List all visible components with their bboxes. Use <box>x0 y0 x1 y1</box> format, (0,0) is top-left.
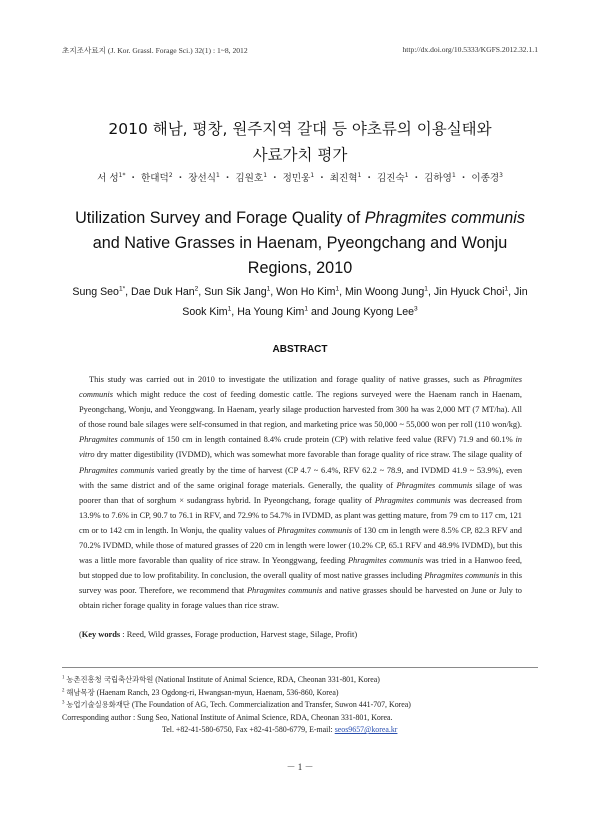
contact-text: Tel. +82-41-580-6750, Fax +82-41-580-6779, E-mail: <box>162 725 335 734</box>
doi-link[interactable]: http://dx.doi.org/10.5333/KGFS.2012.32.1.1 <box>402 45 538 54</box>
author-separator: , <box>339 286 345 298</box>
english-title-line3: Regions, 2010 <box>247 259 353 277</box>
author-en: Jin Hyuck Choi <box>433 286 505 298</box>
affiliation-marker: 1 <box>404 171 409 179</box>
keywords <box>79 627 522 642</box>
korean-title-line1: 2010 해남, 평창, 원주지역 갈대 등 야초류의 이용실태와 <box>108 120 492 138</box>
species-name: Phragmites communis <box>79 465 155 475</box>
author-separator: , <box>231 306 238 318</box>
affiliation-marker: 3 <box>414 305 418 313</box>
email-link[interactable]: seos9657@korea.kr <box>334 725 398 734</box>
affiliation-marker: 1* <box>118 171 126 179</box>
author-ko: 김진숙 <box>376 173 405 184</box>
author-separator: ・ <box>411 173 422 184</box>
author-separator: ・ <box>458 173 469 184</box>
affiliation-marker: 2 <box>194 285 199 293</box>
author-separator: ・ <box>364 173 374 184</box>
footnote-1 <box>62 674 542 687</box>
abstract-text: of 150 cm in length contained 8.4% crude protein (CP) with relative feed value (RFV) 71.9 and 60.1% <box>154 435 516 445</box>
author-en: Dae Duk Han <box>131 286 195 298</box>
author-separator: ・ <box>269 173 280 184</box>
abstract-text: of 130 cm in length were 8.5% CP, 82.3 RFV and 70.2% IVDMD, while those of matured grasses of 220 cm in length were lower (10.2% CP, 65.1 RFV and 48.9% IVDMD), but this was a little more favorable than quality of rice straw. In Yeonggwang, feeding <box>79 525 522 566</box>
page-number: － 1 － <box>286 762 314 772</box>
english-title <box>0 206 600 281</box>
author-ko: 장선식 <box>188 173 217 184</box>
author-separator: ・ <box>175 173 186 184</box>
abstract-text: was decreased from 13.9% to 7.6% in CP, 90.7 to 76.1 in RFV, and 72.9% to 54.7% in IVDMD, as plant was getting mature, from 79 cm to 117 cm, 121 cm or to 142 cm in length. In Wonju, the quality values of <box>79 495 522 535</box>
affiliation-marker: 1 <box>451 171 456 179</box>
abstract-text: This study was carried out in 2010 to investigate the utilization and forage quality of native grasses, such as <box>89 375 484 384</box>
author-ko: 정민웅 <box>282 173 311 184</box>
author-separator: , <box>508 286 515 298</box>
author-ko: 이종경 <box>471 173 500 184</box>
author-separator: and <box>308 306 332 318</box>
affiliation-marker: 1 <box>216 171 220 179</box>
author-en: Jin Sook Kim <box>182 286 528 318</box>
title-text: Utilization Survey and Forage Quality of <box>75 209 365 227</box>
author-ko: 최진혁 <box>329 173 358 184</box>
species-name: Phragmites communis <box>374 495 451 505</box>
footnote-marker: 3 <box>62 700 65 706</box>
author-en: Won Ho Kim <box>276 286 336 298</box>
footnote-marker: 2 <box>62 687 65 693</box>
korean-author-list <box>0 170 600 184</box>
affiliation-marker: 1 <box>304 305 308 313</box>
author-en: Sung Seo <box>72 286 119 298</box>
affiliation-en: (The Foundation of AG, Tech. Commercialization and Transfer, Suwon 441-707, Korea) <box>129 700 411 709</box>
species-name: Phragmites communis <box>396 480 473 490</box>
abstract-text: dry matter digestibility (IVDMD), which was somewhat more favorable than forage quality of rice straw. The silage quality of <box>94 450 522 460</box>
title-species: Phragmites communis <box>364 209 525 227</box>
author-separator: ・ <box>317 173 327 184</box>
author-separator: ・ <box>128 173 139 184</box>
affiliation-en: (Haenam Ranch, 23 Ogdong-ri, Hwangsan-myun, Haenam, 536-860, Korea) <box>94 687 339 697</box>
author-ko: 김원호 <box>235 173 264 184</box>
affiliation-marker: 1 <box>263 171 267 179</box>
abstract-body <box>79 372 522 614</box>
species-name: Phragmites communis <box>79 375 522 400</box>
journal-citation: 초지조사료지 (J. Kor. Grassl. Forage Sci.) 32(1) : 1~8, 2012 <box>62 46 248 55</box>
affiliation-marker: 1 <box>504 285 509 293</box>
footnote-divider <box>62 667 538 668</box>
footnote-marker: 1 <box>62 675 65 681</box>
author-separator: , <box>270 286 277 298</box>
author-separator: , <box>198 286 205 298</box>
affiliation-ko: 농업기술실용화재단 <box>66 700 130 709</box>
author-separator: , <box>427 286 434 298</box>
author-ko: 김하영 <box>424 173 452 184</box>
affiliation-marker: 1 <box>266 285 271 293</box>
abstract-text: varied greatly by the time of harvest (CP 4.7 ~ 6.4%, RFV 62.2 ~ 78.9, and IVDMD 41.9 ~ 53.9%), even with the same district and of the same original forage materials. Generally, the quality of <box>79 465 523 490</box>
species-name: Phragmites communis <box>424 571 500 581</box>
abstract-text: silage of was poorer than that of sorghum × sudangrass hybrid. In Pyeongchang, forage quality of <box>79 480 523 505</box>
author-separator: , <box>125 286 132 298</box>
affiliation-marker: 1 <box>335 285 340 293</box>
species-name: Phragmites communis <box>347 556 424 566</box>
author-en: Sun Sik Jang <box>204 286 267 298</box>
author-en: Min Woong Jung <box>344 286 425 298</box>
korean-title <box>0 116 600 168</box>
abstract-heading: ABSTRACT <box>272 344 328 355</box>
keywords-text: : Reed, Wild grasses, Forage production, Harvest stage, Silage, Profit) <box>120 630 358 639</box>
affiliation-ko: 농촌진흥청 국립축산과학원 <box>66 675 154 684</box>
footnote-3 <box>62 699 542 712</box>
affiliation-marker: 2 <box>168 171 173 179</box>
author-en: Joung Kyong Lee <box>331 306 415 318</box>
species-name: Phragmites communis <box>79 435 155 445</box>
abstract-text: and native grasses should be harvested on June or July to obtain richer forage quality in forage values than rice straw. <box>79 586 522 611</box>
english-author-list <box>70 282 530 322</box>
english-title-line1 <box>0 206 600 231</box>
abstract-text: was tried in a Hanwoo feed, but stopped due to low profitability. In conclusion, the overall quality of most native grasses including <box>79 556 523 581</box>
abstract-text: in this survey was poor. Therefore, we recommend that <box>79 571 522 596</box>
contact-line <box>62 724 542 737</box>
abstract-text: which might reduce the cost of feeding domestic cattle. The regions surveyed were the Haenam ranch in Haenam, Pyeongchang, Wonju, and Yeonggwang. In Haenam, yearly silage production harvested from 300 ha was 2,000 MT (7 MT/ha). All of those round bale silages were self-consumed in that region, and marketing price was 50,000 ~ 55,000 won per roll (110 won/kg). <box>79 390 522 430</box>
species-name: Phragmites communis <box>277 525 353 535</box>
affiliation-marker: 1 <box>424 285 428 293</box>
affiliation-ko: 해남목장 <box>66 687 95 697</box>
affiliation-marker: 1 <box>357 171 362 179</box>
corresponding-author: Corresponding author : Sung Seo, National Institute of Animal Science, RDA, Cheonan 331-801, Korea. <box>62 712 393 722</box>
author-en: Ha Young Kim <box>237 306 305 318</box>
keywords-label: Key words <box>81 630 121 639</box>
affiliation-marker: 1 <box>310 171 315 179</box>
in-vitro-term: in vitro <box>79 435 522 460</box>
author-ko: 한대덕 <box>141 173 169 184</box>
affiliation-marker: 1 <box>227 305 232 313</box>
author-ko: 서 성 <box>97 173 119 184</box>
english-title-line2: and Native Grasses in Haenam, Pyeongchang and Wonju <box>92 234 508 252</box>
keywords-paren: ( <box>79 630 82 639</box>
species-name: Phragmites communis <box>246 586 323 596</box>
author-separator: ・ <box>222 173 233 184</box>
footnote-2 <box>62 687 542 700</box>
affiliation-marker: 3 <box>499 171 503 179</box>
footnotes <box>62 674 542 737</box>
korean-title-line2: 사료가치 평가 <box>252 146 348 164</box>
affiliation-en: (National Institute of Animal Science, RDA, Cheonan 331-801, Korea) <box>153 675 380 684</box>
affiliation-marker: 1* <box>118 285 126 293</box>
